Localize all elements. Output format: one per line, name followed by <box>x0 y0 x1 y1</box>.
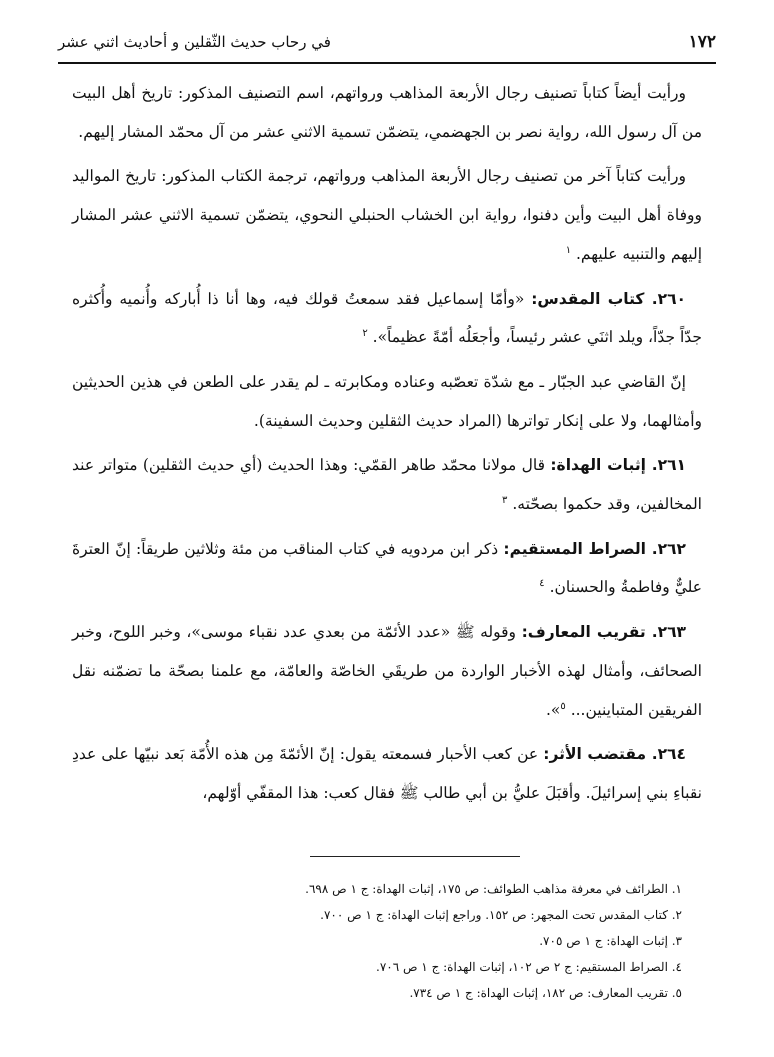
paragraph-1: ورأيت أيضاً كتاباً تصنيف رجال الأربعة المذاهب ورواتهم، اسم التصنيف المذكور: تاريخ أهل البيت من آل رسول الله، رواية نصر بن الجهضمي، يتضمّن تسمية الاثني عشر من آل محمّد المشار إليهم. <box>72 84 702 141</box>
footnote-2: ٢. كتاب المقدس تحت المجهر: ص ١٥٢. وراجع إثبات الهداة: ج ١ ص ٧٠٠. <box>320 908 682 922</box>
paragraph-4: إنّ القاضي عبد الجبّار ـ مع شدّة تعصّبه وعناده ومكابرته ـ لم يقدر على الطعن في هذين الحديثين وأمثالهما، ولا على إنكار تواترها (المراد حديث الثقلين وحديث السفينة). <box>72 372 702 430</box>
footnote-ref: ٥ <box>560 700 566 712</box>
entry-heading: ٢٦٢. الصراط المستقيم: <box>503 539 686 558</box>
entry-264: ٢٦٤. مقتضب الأثر: عن كعب الأحبار فسمعته يقول: إنّ الأئمّةَ مِن هذه الأُمّة بَعد نبيّها على عددِ نقباءِ بني إسرائيلَ. وأقبَلَ عليُّ بن أبي طالب ﷺ فقال كعب: هذا المقفّي أوّلهم، <box>72 745 702 802</box>
entry-262: ٢٦٢. الصراط المستقيم: ذكر ابن مردويه في كتاب المناقب من مئة وثلاثين طريقاً: إنّ العترةَ عليٌّ وفاطمةُ والحسنان. $^٤$ <box>72 539 702 597</box>
footnote-4: ٤. الصراط المستقيم: ج ٢ ص ١٠٢، إثبات الهداة: ج ١ ص ٧٠٦. <box>375 960 682 974</box>
entry-261: ٢٦١. إثبات الهداة: قال مولانا محمّد طاهر القمّي: وهذا الحديث (أي حديث الثقلين) متواتر عند المخالفين، وقد حكموا بصحّته. $^٣$ <box>72 456 702 514</box>
entry-263: ٢٦٣. تقريب المعارف: وقوله ﷺ «عدد الأئمّة من بعدي عدد نقباء موسى»، وخبر اللوح، وخبر الصحائف، وأمثال لهذه الأخبار الواردة من طريقَي الخاصّة والعامّة، مع علمنا بصحّة ما تضمّنه نقل الفريقين المتباينين... $^٥$». <box>72 623 702 719</box>
footnote-1: ١. الطرائف في معرفة مذاهب الطوائف: ص ١٧٥، إثبات الهداة: ج ١ ص ٦٩٨. <box>305 882 682 896</box>
footnote-3: ٣. إثبات الهداة: ج ١ ص ٧٠٥. <box>539 934 682 948</box>
footnote-ref: ٣ <box>502 494 508 506</box>
footnotes <box>150 876 682 1006</box>
entry-heading: ٢٦٤. مقتضب الأثر: <box>543 745 686 764</box>
running-title: في رحاب حديث الثّقلين و أحاديث اثني عشر <box>58 33 331 51</box>
page-number: ١٧٢ <box>688 32 716 52</box>
entry-260: ٢٦٠. كتاب المقدس: «وأمّا إسماعيل فقد سمعتُ قولك فيه، وها أنا ذا أُباركه وأُنميه وأُكثره جدّاً جدّاً، ويلد اثنَي عشر رئيساً، وأجعَلُه أمّةً عظيماً». $^٢$ <box>72 289 702 347</box>
entry-heading: ٢٦٠. كتاب المقدس: <box>531 289 686 308</box>
entry-heading: ٢٦٣. تقريب المعارف: <box>521 623 686 642</box>
main-text <box>72 74 702 819</box>
footnote-ref: ٢ <box>362 328 368 340</box>
entry-heading: ٢٦١. إثبات الهداة: <box>550 456 686 475</box>
footnote-ref: ٤ <box>539 578 545 590</box>
page-header <box>58 22 716 64</box>
paragraph-2: ورأيت كتاباً آخر من تصنيف رجال الأربعة المذاهب ورواتهم، ترجمة الكتاب المذكور: تاريخ المواليد ووفاة أهل البيت وأين دفنوا، رواية ابن الخشاب الحنبلي النحوي، يتضمّن تسمية الاثني عشر المشار إليهم والتنبيه عليهم. $^١$ <box>72 167 702 263</box>
footnote-5: ٥. تقريب المعارف: ص ١٨٢، إثبات الهداة: ج ١ ص ٧٣٤. <box>409 986 682 1000</box>
footnote-ref: ١ <box>565 244 572 256</box>
footnote-separator <box>310 856 520 857</box>
